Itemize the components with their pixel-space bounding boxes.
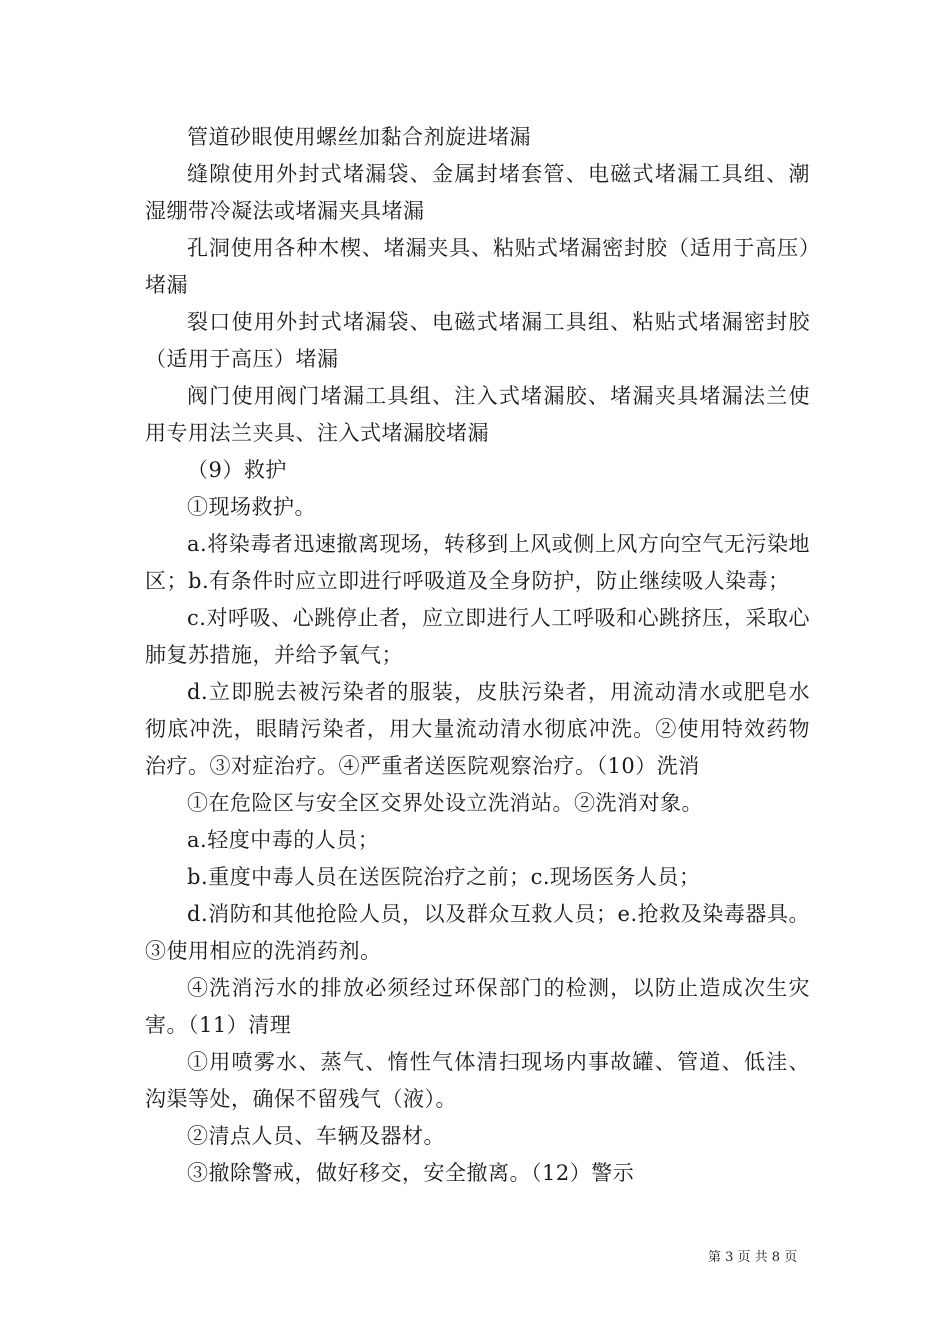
section-heading-rescue: （9）救护 xyxy=(187,458,287,482)
paragraph-decon-d-e: d.消防和其他抢险人员，以及群众互救人员；e.抢救及染毒器具。③使用相应的洗消药剂。 xyxy=(145,902,810,963)
paragraph-decon-station: ①在危险区与安全区交界处设立洗消站。②洗消对象。 xyxy=(187,791,703,815)
paragraph-rescue-a-b: a.将染毒者迅速撤离现场，转移到上风或侧上风方向空气无污染地区；b.有条件时应立即进行呼吸道及全身防护，防止继续吸人染毒； xyxy=(145,532,810,593)
paragraph-decon-wastewater: ④洗消污水的排放必须经过环保部门的检测，以防止造成次生灾害。（11）清理 xyxy=(145,976,810,1037)
paragraph-cleanup-withdraw: ③撤除警戒，做好移交，安全撤离。（12）警示 xyxy=(187,1161,635,1185)
paragraph-cleanup-count: ②清点人员、车辆及器材。 xyxy=(187,1124,445,1148)
paragraph-rescue-d: d.立即脱去被污染者的服装，皮肤污染者，用流动清水或肥皂水彻底冲洗，眼睛污染者，用大量流动清水彻底冲洗。②使用特效药物治疗。③对症治疗。④严重者送医院观察治疗。（10）洗消 xyxy=(145,680,810,778)
document-body xyxy=(145,119,810,1192)
paragraph-pipe-sandhole: 管道砂眼使用螺丝加黏合剂旋进堵漏 xyxy=(187,125,531,149)
page-number: 第 3 页 共 8 页 xyxy=(708,1250,798,1265)
paragraph-cleanup-spray: ①用喷雾水、蒸气、惰性气体清扫现场内事故罐、管道、低洼、沟渠等处，确保不留残气（液）。 xyxy=(145,1050,810,1111)
paragraph-decon-b-c: b.重度中毒人员在送医院治疗之前；c.现场医务人员； xyxy=(187,865,701,889)
paragraph-gap-sealing: 缝隙使用外封式堵漏袋、金属封堵套管、电磁式堵漏工具组、潮湿绷带冷凝法或堵漏夹具堵漏 xyxy=(145,162,810,223)
paragraph-crack-sealing: 裂口使用外封式堵漏袋、电磁式堵漏工具组、粘贴式堵漏密封胶（适用于高压）堵漏 xyxy=(145,310,810,371)
paragraph-onsite-rescue: ①现场救护。 xyxy=(187,495,316,519)
paragraph-decon-a: a.轻度中毒的人员； xyxy=(187,828,380,852)
paragraph-rescue-c: c.对呼吸、心跳停止者，应立即进行人工呼吸和心跳挤压，采取心肺复苏措施，并给予氧气； xyxy=(145,606,810,667)
paragraph-hole-sealing: 孔洞使用各种木楔、堵漏夹具、粘贴式堵漏密封胶（适用于高压）堵漏 xyxy=(145,236,810,297)
paragraph-valve-flange-sealing: 阀门使用阀门堵漏工具组、注入式堵漏胶、堵漏夹具堵漏法兰使用专用法兰夹具、注入式堵漏胶堵漏 xyxy=(145,384,810,445)
